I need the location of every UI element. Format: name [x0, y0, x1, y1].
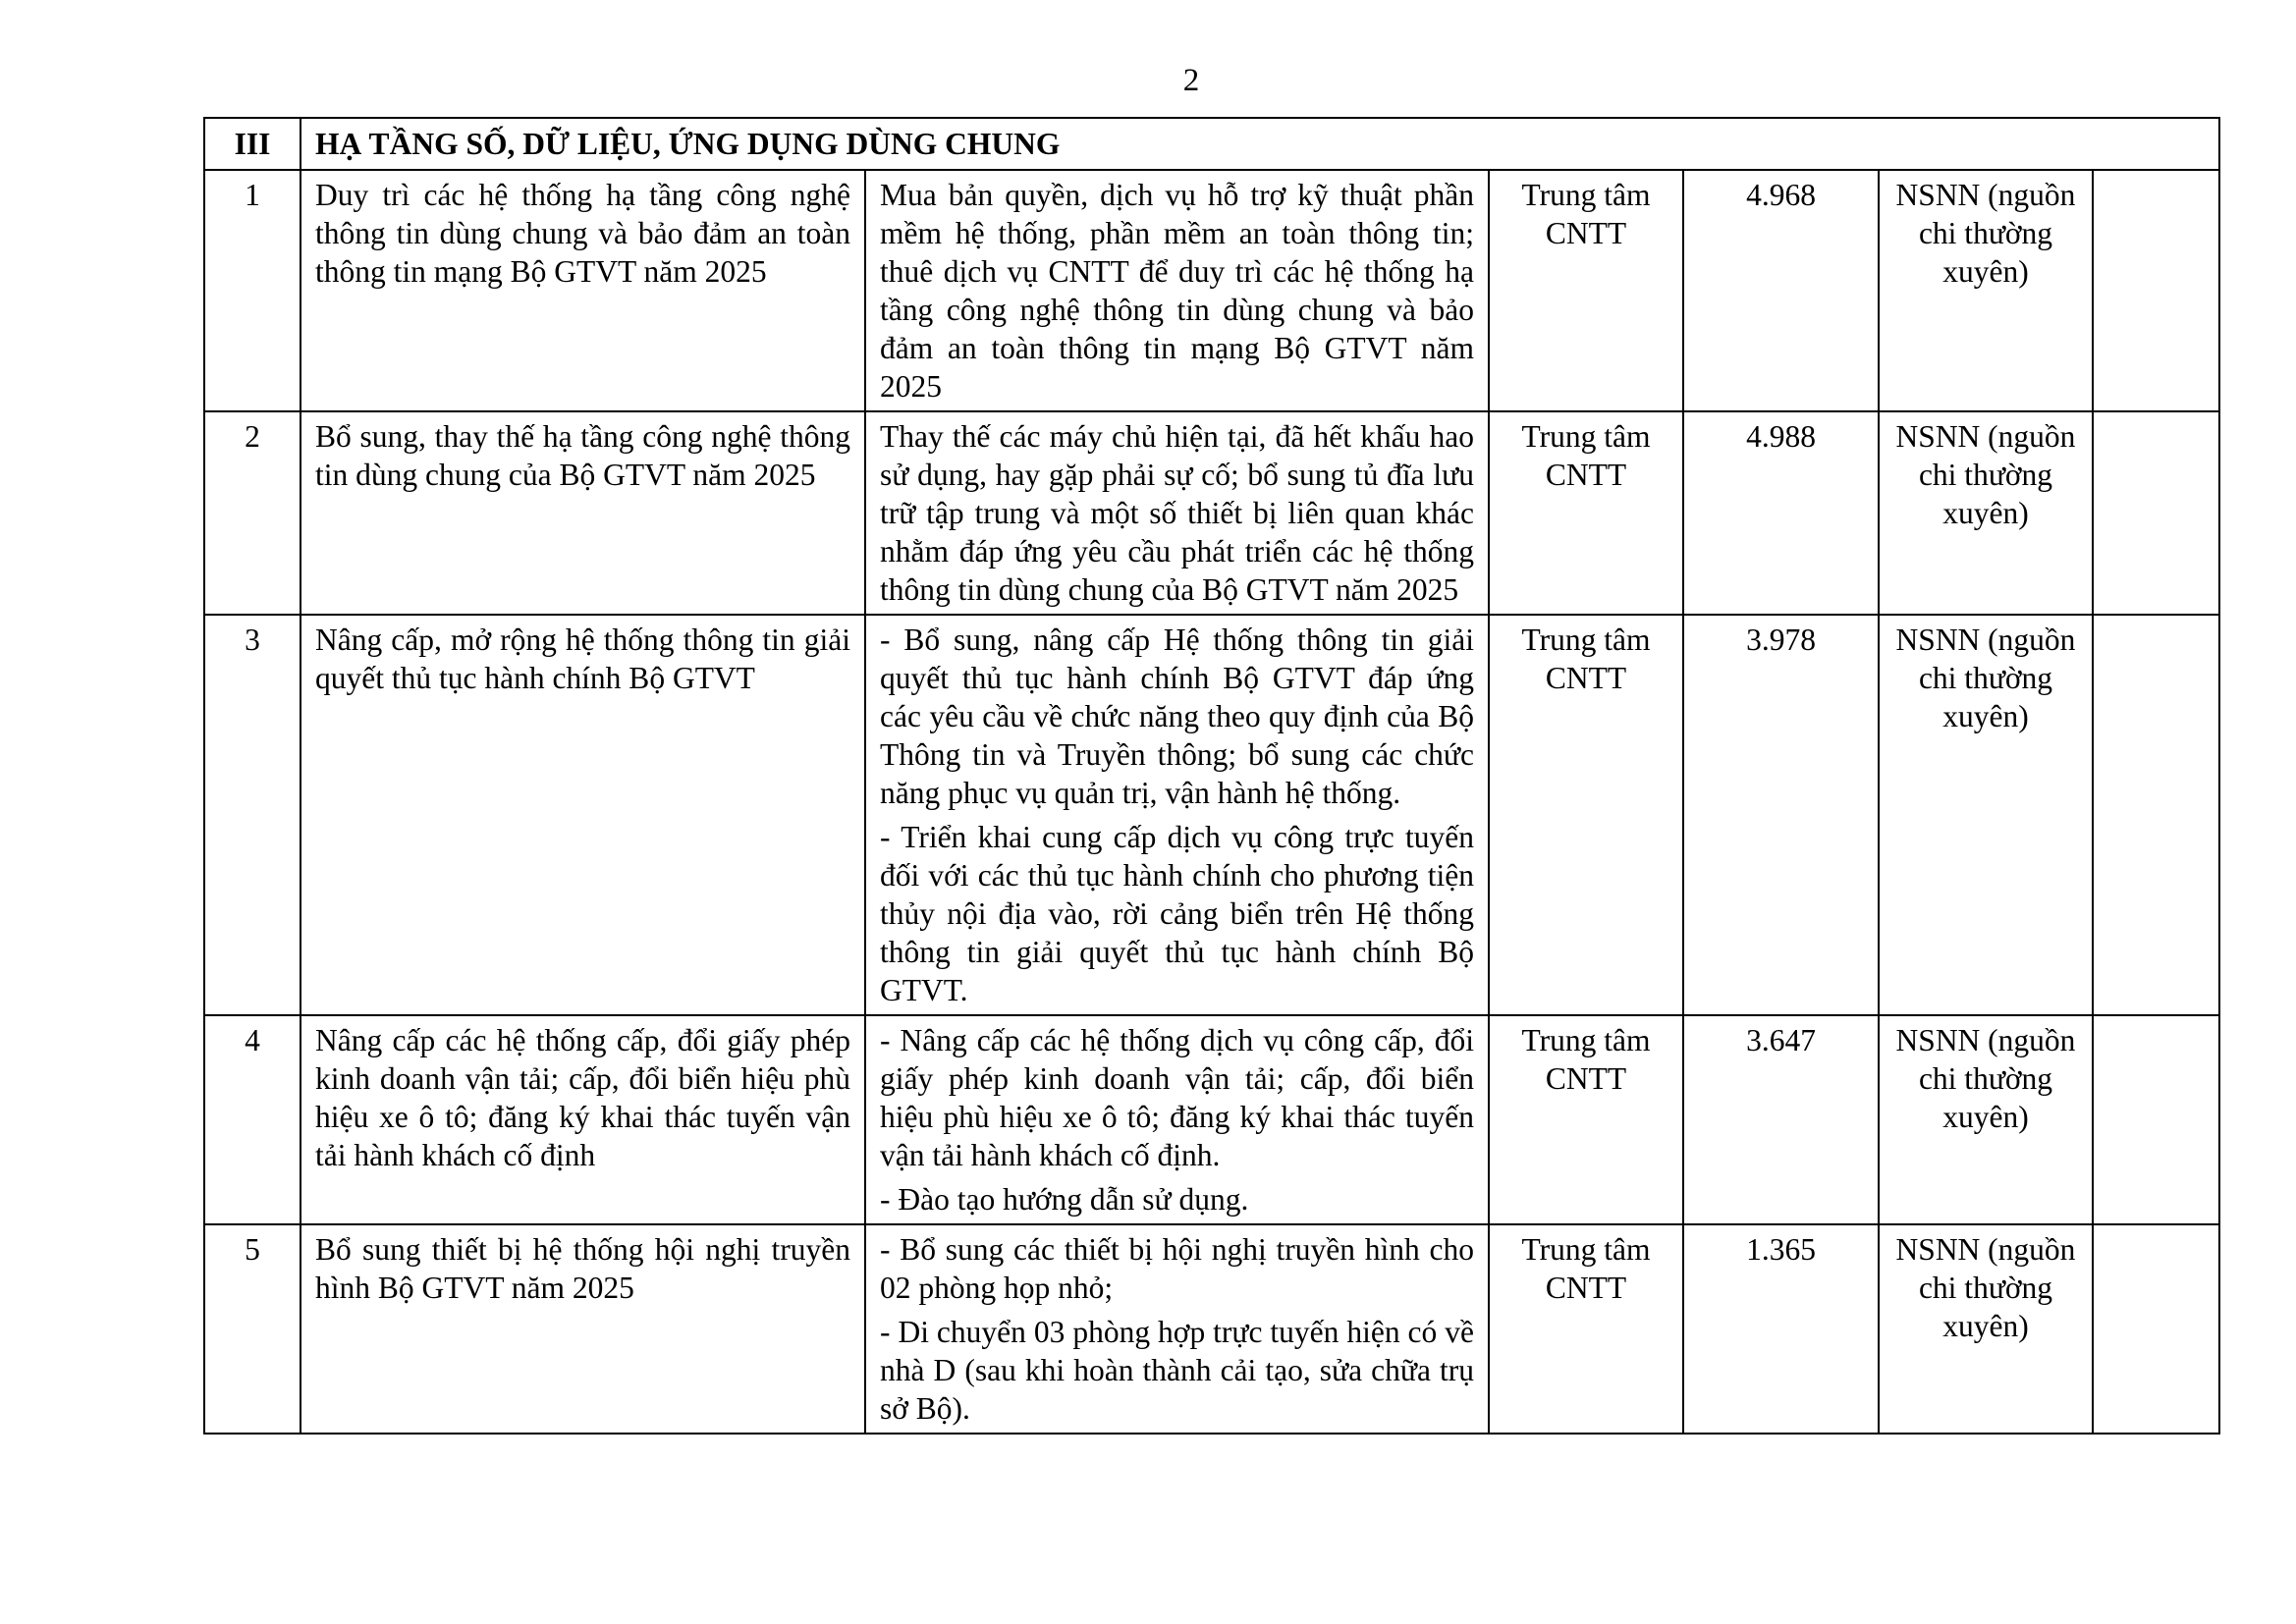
page-number: 2 [1182, 63, 1200, 98]
section-title: HẠ TẦNG SỐ, DỮ LIỆU, ỨNG DỤNG DÙNG CHUNG [301, 118, 2219, 170]
task-name: Nâng cấp, mở rộng hệ thống thông tin giải quyết thủ tục hành chính Bộ GTVT [301, 615, 865, 1015]
funding-source: NSNN (nguồn chi thường xuyên) [1879, 1224, 2093, 1434]
task-content [865, 170, 1489, 411]
task-name: Duy trì các hệ thống hạ tầng công nghệ thông tin dùng chung và bảo đảm an toàn thông tin mạng Bộ GTVT năm 2025 [301, 170, 865, 411]
task-name: Bổ sung, thay thế hạ tầng công nghệ thông tin dùng chung của Bộ GTVT năm 2025 [301, 411, 865, 615]
funding-amount: 4.968 [1683, 170, 1879, 411]
note-cell [2093, 1015, 2219, 1224]
project-table [203, 117, 2220, 1435]
task-content [865, 615, 1489, 1015]
funding-source: NSNN (nguồn chi thường xuyên) [1879, 1015, 2093, 1224]
section-row [204, 118, 2219, 170]
content-paragraph: Mua bản quyền, dịch vụ hỗ trợ kỹ thuật phần mềm hệ thống, phần mềm an toàn thông tin; thuê dịch vụ CNTT để duy trì các hệ thống hạ tầng công nghệ thông tin dùng chung và bảo đảm an toàn thông tin mạng Bộ GTVT năm 2025 [880, 178, 1474, 404]
table-row [204, 615, 2219, 1015]
content-paragraph: - Đào tạo hướng dẫn sử dụng. [880, 1182, 1249, 1217]
content-paragraph: - Triển khai cung cấp dịch vụ công trực tuyến đối với các thủ tục hành chính cho phương tiện thủy nội địa vào, rời cảng biển trên Hệ thống thông tin giải quyết thủ tục hành chính Bộ GTVT. [880, 820, 1474, 1007]
implementing-unit: Trung tâm CNTT [1489, 1015, 1683, 1224]
funding-amount: 3.647 [1683, 1015, 1879, 1224]
table-row [204, 1015, 2219, 1224]
row-number: 1 [204, 170, 301, 411]
implementing-unit: Trung tâm CNTT [1489, 1224, 1683, 1434]
funding-source: NSNN (nguồn chi thường xuyên) [1879, 615, 2093, 1015]
note-cell [2093, 170, 2219, 411]
implementing-unit: Trung tâm CNTT [1489, 411, 1683, 615]
row-number: 5 [204, 1224, 301, 1434]
row-number: 4 [204, 1015, 301, 1224]
funding-amount: 4.988 [1683, 411, 1879, 615]
content-paragraph: - Bổ sung các thiết bị hội nghị truyền hình cho 02 phòng họp nhỏ; [880, 1232, 1474, 1305]
note-cell [2093, 411, 2219, 615]
task-content [865, 1015, 1489, 1224]
task-name: Bổ sung thiết bị hệ thống hội nghị truyền hình Bộ GTVT năm 2025 [301, 1224, 865, 1434]
table-row [204, 1224, 2219, 1434]
content-paragraph: - Di chuyển 03 phòng hợp trực tuyến hiện có về nhà D (sau khi hoàn thành cải tạo, sửa chữa trụ sở Bộ). [880, 1315, 1474, 1426]
row-number: 3 [204, 615, 301, 1015]
table-row [204, 170, 2219, 411]
content-paragraph: - Nâng cấp các hệ thống dịch vụ công cấp, đổi giấy phép kinh doanh vận tải; cấp, đổi biển hiệu phù hiệu xe ô tô; đăng ký khai thác tuyến vận tải hành khách cố định. [880, 1023, 1474, 1172]
task-content [865, 1224, 1489, 1434]
funding-source: NSNN (nguồn chi thường xuyên) [1879, 170, 2093, 411]
funding-amount: 3.978 [1683, 615, 1879, 1015]
row-number: 2 [204, 411, 301, 615]
implementing-unit: Trung tâm CNTT [1489, 170, 1683, 411]
section-number: III [204, 118, 301, 170]
content-paragraph: Thay thế các máy chủ hiện tại, đã hết khấu hao sử dụng, hay gặp phải sự cố; bổ sung tủ đĩa lưu trữ tập trung và một số thiết bị liên quan khác nhằm đáp ứng yêu cầu phát triển các hệ thống thông tin dùng chung của Bộ GTVT năm 2025 [880, 419, 1474, 607]
note-cell [2093, 1224, 2219, 1434]
note-cell [2093, 615, 2219, 1015]
task-content [865, 411, 1489, 615]
task-name: Nâng cấp các hệ thống cấp, đổi giấy phép kinh doanh vận tải; cấp, đổi biển hiệu phù hiệu xe ô tô; đăng ký khai thác tuyến vận tải hành khách cố định [301, 1015, 865, 1224]
funding-source: NSNN (nguồn chi thường xuyên) [1879, 411, 2093, 615]
implementing-unit: Trung tâm CNTT [1489, 615, 1683, 1015]
content-paragraph: - Bổ sung, nâng cấp Hệ thống thông tin giải quyết thủ tục hành chính Bộ GTVT đáp ứng các yêu cầu về chức năng theo quy định của Bộ Thông tin và Truyền thông; bổ sung các chức năng phục vụ quản trị, vận hành hệ thống. [880, 623, 1474, 810]
table-row [204, 411, 2219, 615]
funding-amount: 1.365 [1683, 1224, 1879, 1434]
